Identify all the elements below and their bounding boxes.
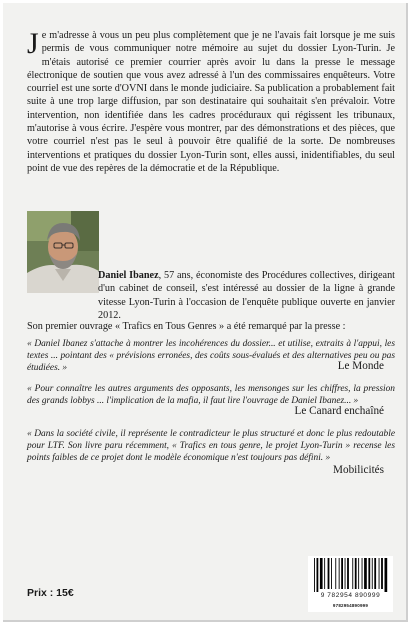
author-name: Daniel Ibanez bbox=[98, 270, 159, 281]
book-back-cover bbox=[3, 3, 408, 622]
barcode-number-label: 9782954890999 bbox=[332, 603, 369, 608]
author-bio bbox=[98, 269, 395, 322]
author-photo bbox=[27, 211, 99, 293]
quote-source: Mobilicités bbox=[333, 464, 384, 476]
press-quote: « Pour connaître les autres arguments des opposants, les mensonges sur les chiffres, la pression des grands lobbys ... l'implication de la mafia, il faut lire l'ouvrage de Daniel Ibanez... » bbox=[27, 384, 395, 406]
barcode-bars bbox=[308, 556, 393, 594]
quote-source: Le Monde bbox=[337, 360, 384, 372]
intro-paragraph bbox=[27, 29, 395, 175]
intro-text: e m'adresse à vous un peu plus complètement que je ne l'avais fait lorsque je me suis permis de vous communiquer notre mémoire au sujet du dossier Lyon-Turin. Je m'étais autorisé ce premier courrier après avoir lu dans la presse le message électronique de soutien que vous avez adressé à l'un des commissaires enquêteurs. Votre courriel est une sorte d'OVNI dans le monde judiciaire. Sa publication a probablement fait suite à une trop large diffusion, par son destinataire qui souhaitait s'en prévaloir. Votre intervention, non identifiée dans les cadres procéduraux qui régissent les tribunaux, m'autorise à vous écrire. J'espère vous montrer, par des démonstrations et des pièces, que votre courriel n'est pas le seul à pouvoir être qualifié de la sorte. De nombreuses interventions et pratiques du dossier Lyon-Turin sont, elles aussi, inidentifiables, du seul point de vue des repères de la démocratie et de la République. bbox=[27, 30, 395, 174]
press-quote: « Dans la société civile, il représente le contradicteur le plus structuré et donc le plus redoutable pour LTF. Son livre paru récemment, « Trafics en tous genre, le projet Lyon-Turin » recense les points faibles de ce projet dont le modèle économique n'est toujours pas défini. » bbox=[27, 429, 395, 463]
barcode-digits: 9 782954 890999 bbox=[320, 592, 381, 599]
price-label: Prix : 15€ bbox=[27, 587, 74, 599]
press-intro: Son premier ouvrage « Trafics en Tous Genres » a été remarqué par la presse : bbox=[27, 321, 346, 332]
isbn-barcode bbox=[308, 556, 393, 612]
author-bio-text: , 57 ans, économiste des Procédures collectives, dirigeant d'un cabinet de conseil, s'est intéressé au dossier de la ligne à grande vitesse Lyon-Turin à l'occasion de l'enquête publique ouverte en janvier 2012. bbox=[98, 270, 395, 321]
drop-cap: J bbox=[27, 27, 39, 60]
quote-source: Le Canard enchaîné bbox=[294, 405, 384, 417]
press-quote: « Daniel Ibanez s'attache à montrer les incohérences du dossier... et utilise, extraits à l'appui, les textes ... pointant des « prévisions erronées, des coûts sous-évalués et des alternatives peu ou pas étudiées. » bbox=[27, 339, 395, 373]
